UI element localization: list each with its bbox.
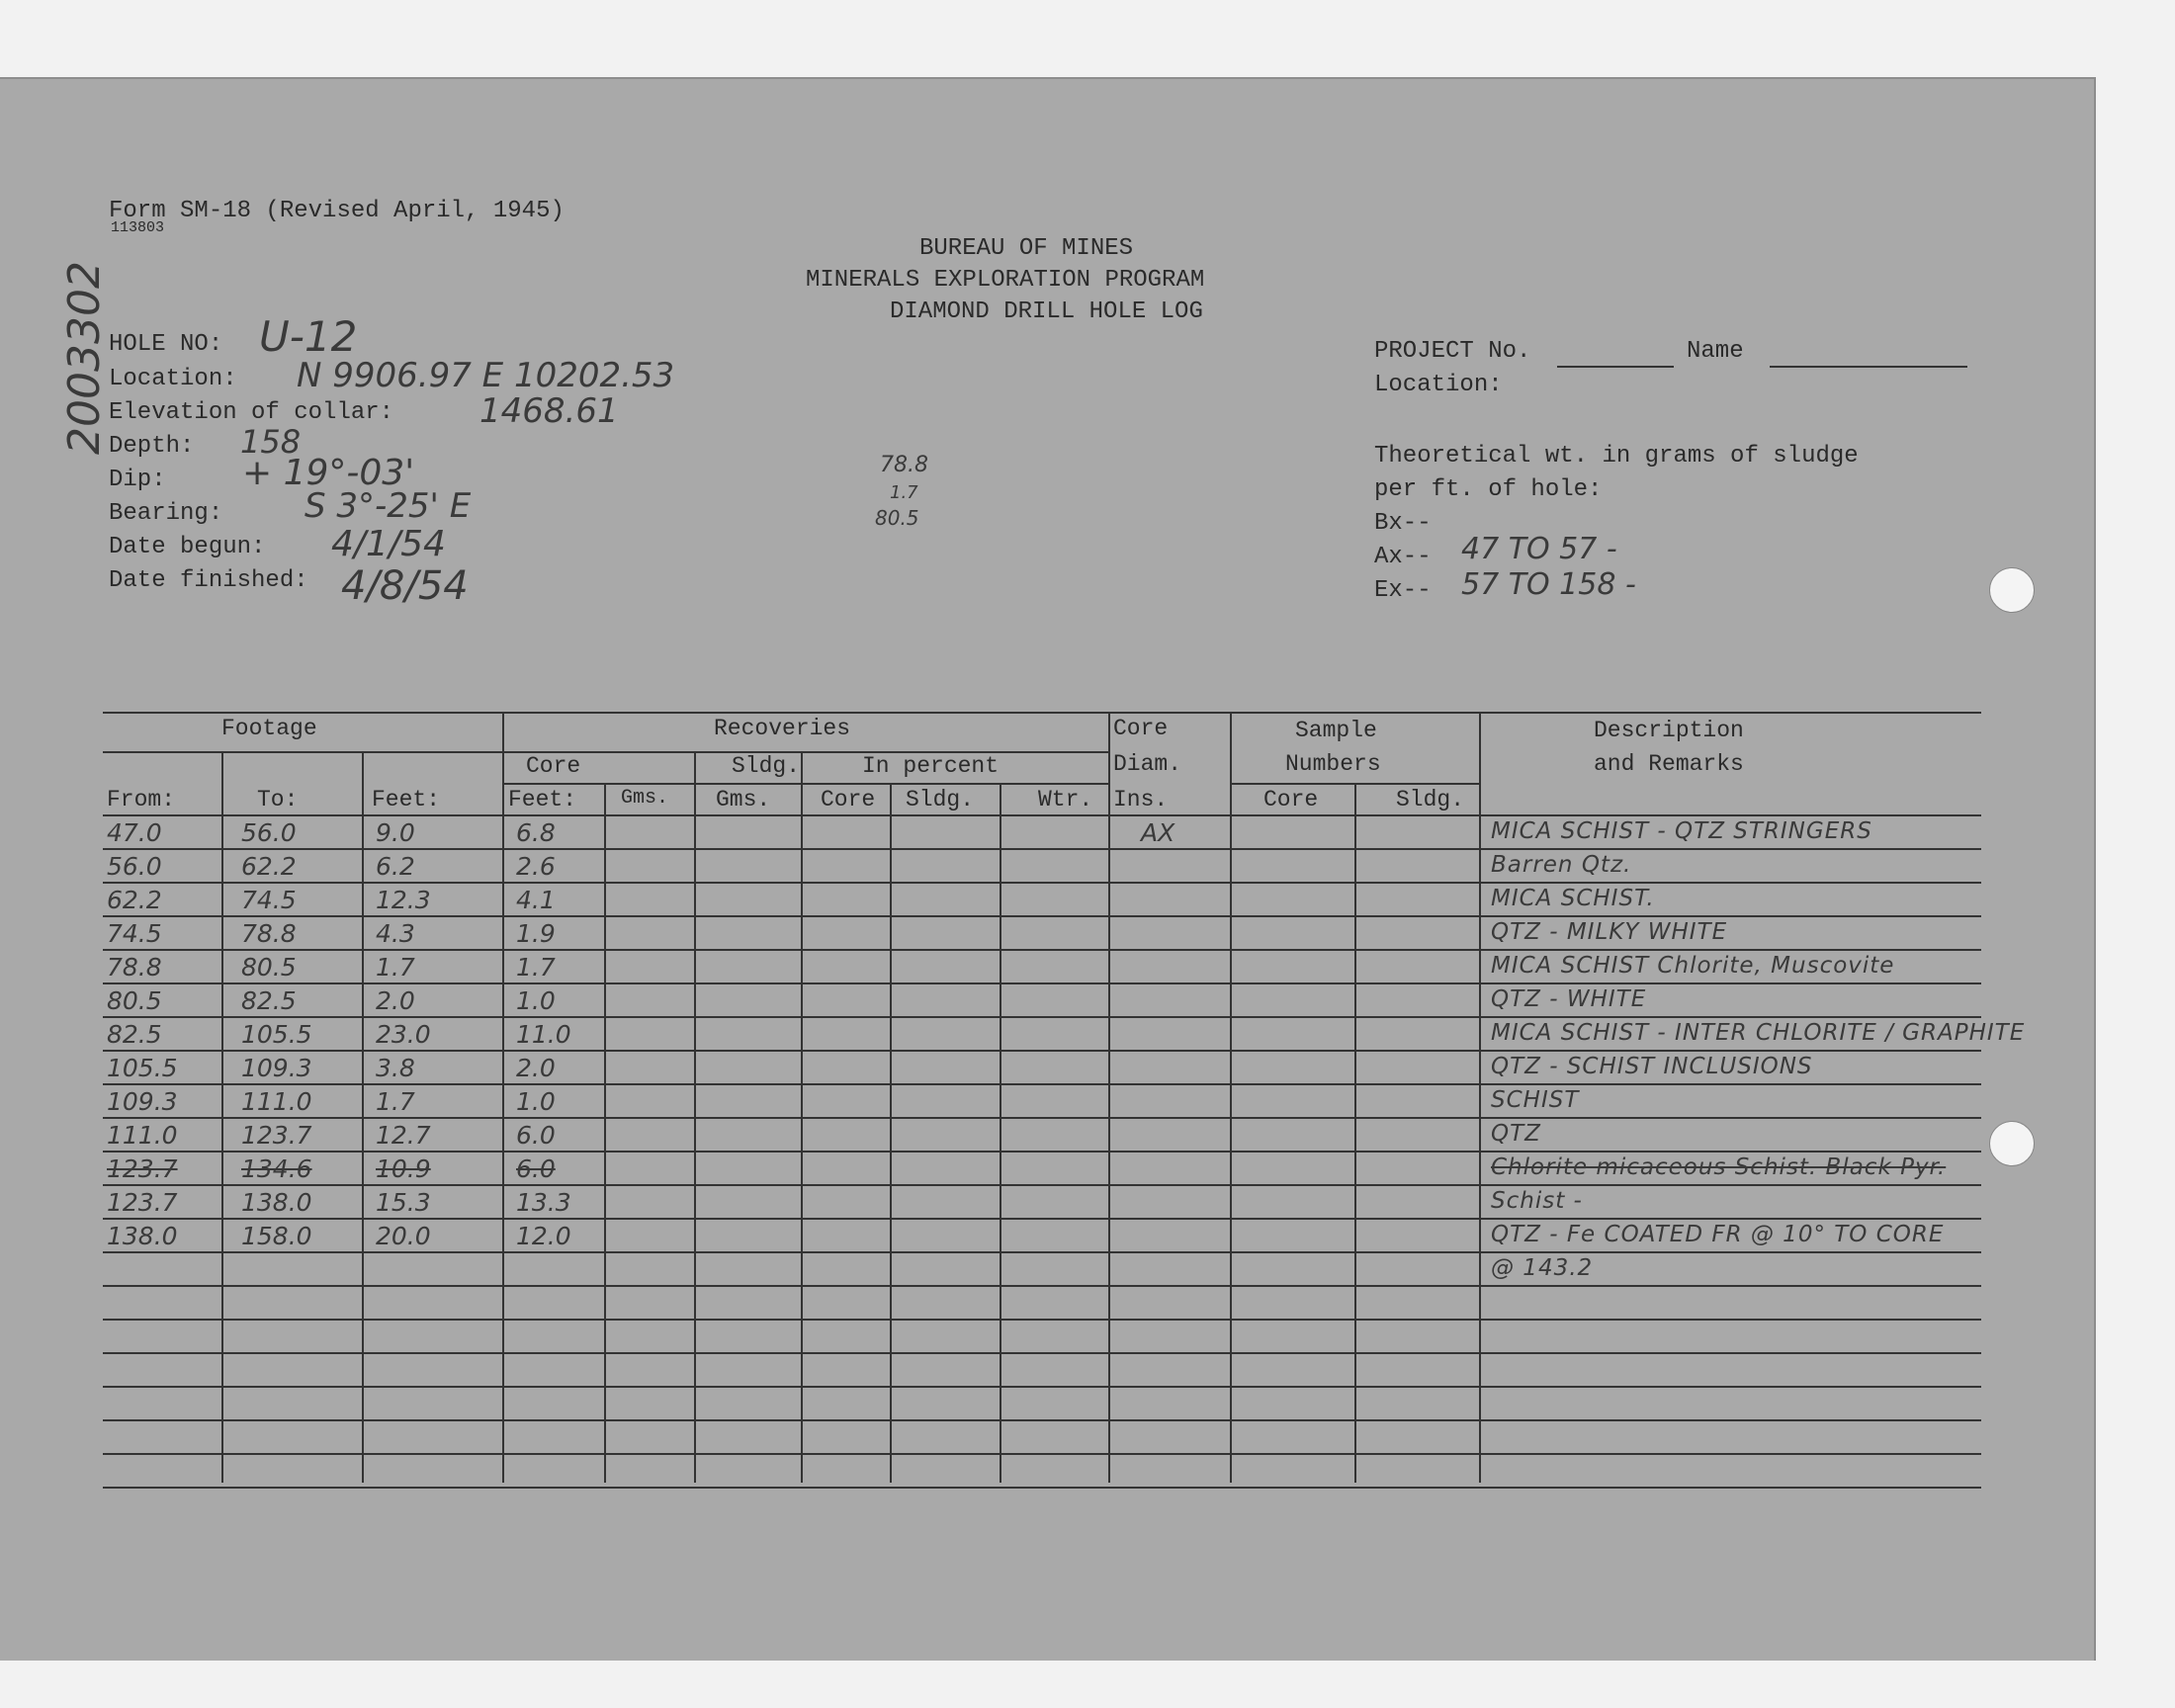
project-no-label: PROJECT No.	[1374, 338, 1531, 365]
cell-desc: MICA SCHIST.	[1491, 886, 1655, 911]
dip-label: Dip:	[109, 467, 166, 493]
header-program: MINERALS EXPLORATION PROGRAM	[806, 267, 1205, 294]
cell-core-feet: 1.0	[516, 986, 556, 1015]
row-line	[103, 982, 1981, 984]
col-core-gms: Gms.	[621, 787, 669, 810]
calc-b: 1.7	[890, 482, 918, 503]
row-line	[103, 1487, 1981, 1489]
cell-feet: 3.8	[376, 1054, 415, 1082]
name-label: Name	[1687, 338, 1744, 365]
core-diam-2: Diam.	[1113, 751, 1182, 777]
hole-no-value: U-12	[259, 312, 358, 361]
cell-to: 78.8	[241, 919, 297, 948]
desc-header-1: Description	[1594, 718, 1744, 743]
row-line	[103, 1117, 1981, 1119]
elevation-value: 1468.61	[479, 391, 619, 431]
cell-from: 80.5	[107, 986, 162, 1015]
date-finished-label: Date finished:	[109, 567, 308, 594]
sub-core: Core	[526, 753, 581, 779]
cell-desc: Barren Qtz.	[1491, 852, 1632, 878]
cell-to: 158.0	[241, 1222, 312, 1250]
log-sheet	[0, 77, 2096, 1661]
cell-to: 111.0	[241, 1087, 312, 1116]
col-pct-core: Core	[821, 787, 876, 812]
cell-to: 123.7	[241, 1121, 312, 1150]
cell-core-feet: 12.0	[516, 1222, 571, 1250]
calc-c: 80.5	[875, 506, 919, 530]
sample-header-2: Numbers	[1285, 751, 1381, 777]
sub-in-percent: In percent	[862, 753, 1000, 779]
row-line	[103, 1251, 1981, 1253]
row-line	[103, 1016, 1981, 1018]
row-line	[103, 915, 1981, 917]
dip-value: + 19°-03'	[242, 453, 415, 493]
row-line	[103, 1386, 1981, 1388]
date-finished-value: 4/8/54	[341, 563, 469, 609]
cell-core-feet: 6.0	[516, 1154, 556, 1183]
project-location-label: Location:	[1374, 372, 1503, 398]
cell-core-feet: 6.8	[516, 818, 556, 847]
cell-core-feet: 1.7	[516, 953, 556, 982]
cell-feet: 4.3	[376, 919, 415, 948]
sub-sldg: Sldg.	[732, 753, 801, 779]
bearing-label: Bearing:	[109, 500, 223, 527]
cell-from: 82.5	[107, 1020, 162, 1049]
cell-to: 74.5	[241, 886, 297, 914]
core-diam-1: Core	[1113, 716, 1169, 741]
hole-no-label: HOLE NO:	[109, 331, 223, 358]
cell-core-feet: 1.0	[516, 1087, 556, 1116]
cell-feet: 9.0	[376, 818, 415, 847]
punch-hole-top	[1989, 567, 2035, 613]
cell-core-feet: 13.3	[516, 1188, 571, 1217]
cell-feet: 20.0	[376, 1222, 431, 1250]
cell-diam: AX	[1141, 818, 1175, 847]
cell-to: 62.2	[241, 852, 297, 881]
row-line	[103, 848, 1981, 850]
header-title: DIAMOND DRILL HOLE LOG	[890, 299, 1203, 325]
row-line	[103, 1151, 1981, 1153]
cell-from: 47.0	[107, 818, 162, 847]
ax-value: 47 TO 57 -	[1461, 532, 1617, 566]
col-to: To:	[257, 787, 299, 812]
cell-desc: QTZ - MILKY WHITE	[1491, 919, 1728, 945]
cell-from: 74.5	[107, 919, 162, 948]
cell-to: 138.0	[241, 1188, 312, 1217]
drill-log-table	[103, 712, 2026, 1483]
cell-from: 62.2	[107, 886, 162, 914]
name-blank	[1770, 366, 1967, 368]
cell-feet: 12.3	[376, 886, 431, 914]
cell-feet: 1.7	[376, 1087, 415, 1116]
cell-core-feet: 6.0	[516, 1121, 556, 1150]
ex-label: Ex--	[1374, 577, 1432, 604]
cell-to: 80.5	[241, 953, 297, 982]
cell-feet: 15.3	[376, 1188, 431, 1217]
row-line	[103, 1050, 1981, 1052]
cell-to: 56.0	[241, 818, 297, 847]
ax-label: Ax--	[1374, 544, 1432, 570]
row-line	[103, 1218, 1981, 1220]
cell-from: 138.0	[107, 1222, 178, 1250]
cell-feet: 2.0	[376, 986, 415, 1015]
col-pct-wtr: Wtr.	[1038, 787, 1093, 812]
cell-feet: 1.7	[376, 953, 415, 982]
col-core-feet: Feet:	[508, 787, 577, 812]
cell-desc: SCHIST	[1491, 1087, 1580, 1113]
cell-feet: 10.9	[376, 1154, 431, 1183]
cell-desc: MICA SCHIST - INTER CHLORITE / GRAPHITE	[1491, 1020, 2026, 1046]
cell-feet: 6.2	[376, 852, 415, 881]
cell-from: 78.8	[107, 953, 162, 982]
sludge-line2: per ft. of hole:	[1374, 476, 1603, 503]
cell-desc: QTZ	[1491, 1121, 1541, 1147]
cell-core-feet: 4.1	[516, 886, 556, 914]
sample-header-1: Sample	[1295, 718, 1377, 743]
row-line	[103, 1352, 1981, 1354]
cell-to: 82.5	[241, 986, 297, 1015]
row-line	[103, 882, 1981, 884]
cell-desc: MICA SCHIST Chlorite, Muscovite	[1491, 953, 1895, 979]
col-pct-sldg: Sldg.	[906, 787, 975, 812]
date-begun-value: 4/1/54	[331, 524, 446, 564]
row-line	[103, 1285, 1981, 1287]
desc-header-2: and Remarks	[1594, 751, 1744, 777]
elevation-label: Elevation of collar:	[109, 399, 394, 426]
cell-core-feet: 11.0	[516, 1020, 571, 1049]
cell-feet: 12.7	[376, 1121, 431, 1150]
sludge-line1: Theoretical wt. in grams of sludge	[1374, 443, 1859, 470]
cell-desc: Chlorite micaceous Schist. Black Pyr.	[1491, 1154, 1947, 1180]
row-line	[103, 1184, 1981, 1186]
cell-feet: 23.0	[376, 1020, 431, 1049]
cell-desc: MICA SCHIST - QTZ STRINGERS	[1491, 818, 1872, 844]
col-from: From:	[107, 787, 176, 812]
col-sldg-gms: Gms.	[716, 787, 771, 812]
cell-from: 123.7	[107, 1154, 178, 1183]
form-id: Form SM-18 (Revised April, 1945)	[109, 198, 565, 224]
col-sample-sldg: Sldg.	[1396, 787, 1465, 812]
cell-desc: Schist -	[1491, 1188, 1583, 1214]
location-value: N 9906.97 E 10202.53	[297, 356, 675, 395]
cell-from: 56.0	[107, 852, 162, 881]
col-sample-core: Core	[1263, 787, 1319, 812]
cell-core-feet: 2.6	[516, 852, 556, 881]
stamp-number: 113803	[111, 219, 165, 236]
cell-core-feet: 2.0	[516, 1054, 556, 1082]
header-bureau: BUREAU OF MINES	[919, 235, 1134, 262]
side-number: 2003302	[59, 261, 110, 455]
depth-label: Depth:	[109, 433, 195, 460]
cell-from: 109.3	[107, 1087, 178, 1116]
row-line	[103, 1083, 1981, 1085]
project-no-blank	[1557, 366, 1674, 368]
bx-label: Bx--	[1374, 510, 1432, 537]
punch-hole-bottom	[1989, 1121, 2035, 1166]
calc-a: 78.8	[880, 453, 928, 477]
ex-value: 57 TO 158 -	[1461, 567, 1636, 602]
cell-from: 111.0	[107, 1121, 178, 1150]
group-footage: Footage	[221, 716, 317, 741]
cell-to: 109.3	[241, 1054, 312, 1082]
row-line	[103, 1319, 1981, 1321]
group-recoveries: Recoveries	[714, 716, 851, 741]
cell-to: 105.5	[241, 1020, 312, 1049]
cell-to: 134.6	[241, 1154, 312, 1183]
cell-from: 105.5	[107, 1054, 178, 1082]
row-line	[103, 949, 1981, 951]
core-diam-3: Ins.	[1113, 787, 1169, 812]
cell-desc: QTZ - WHITE	[1491, 986, 1647, 1012]
cell-from: 123.7	[107, 1188, 178, 1217]
cell-desc: QTZ - Fe COATED FR @ 10° TO CORE	[1491, 1222, 1945, 1247]
cell-core-feet: 1.9	[516, 919, 556, 948]
cell-desc: QTZ - SCHIST INCLUSIONS	[1491, 1054, 1813, 1079]
depth-value: 158	[240, 423, 302, 461]
row-line	[103, 1453, 1981, 1455]
location-label: Location:	[109, 366, 237, 392]
col-feet: Feet:	[372, 787, 441, 812]
cell-desc: @ 143.2	[1491, 1255, 1594, 1281]
row-line	[103, 1419, 1981, 1421]
date-begun-label: Date begun:	[109, 534, 266, 560]
bearing-value: S 3°-25' E	[304, 486, 472, 526]
